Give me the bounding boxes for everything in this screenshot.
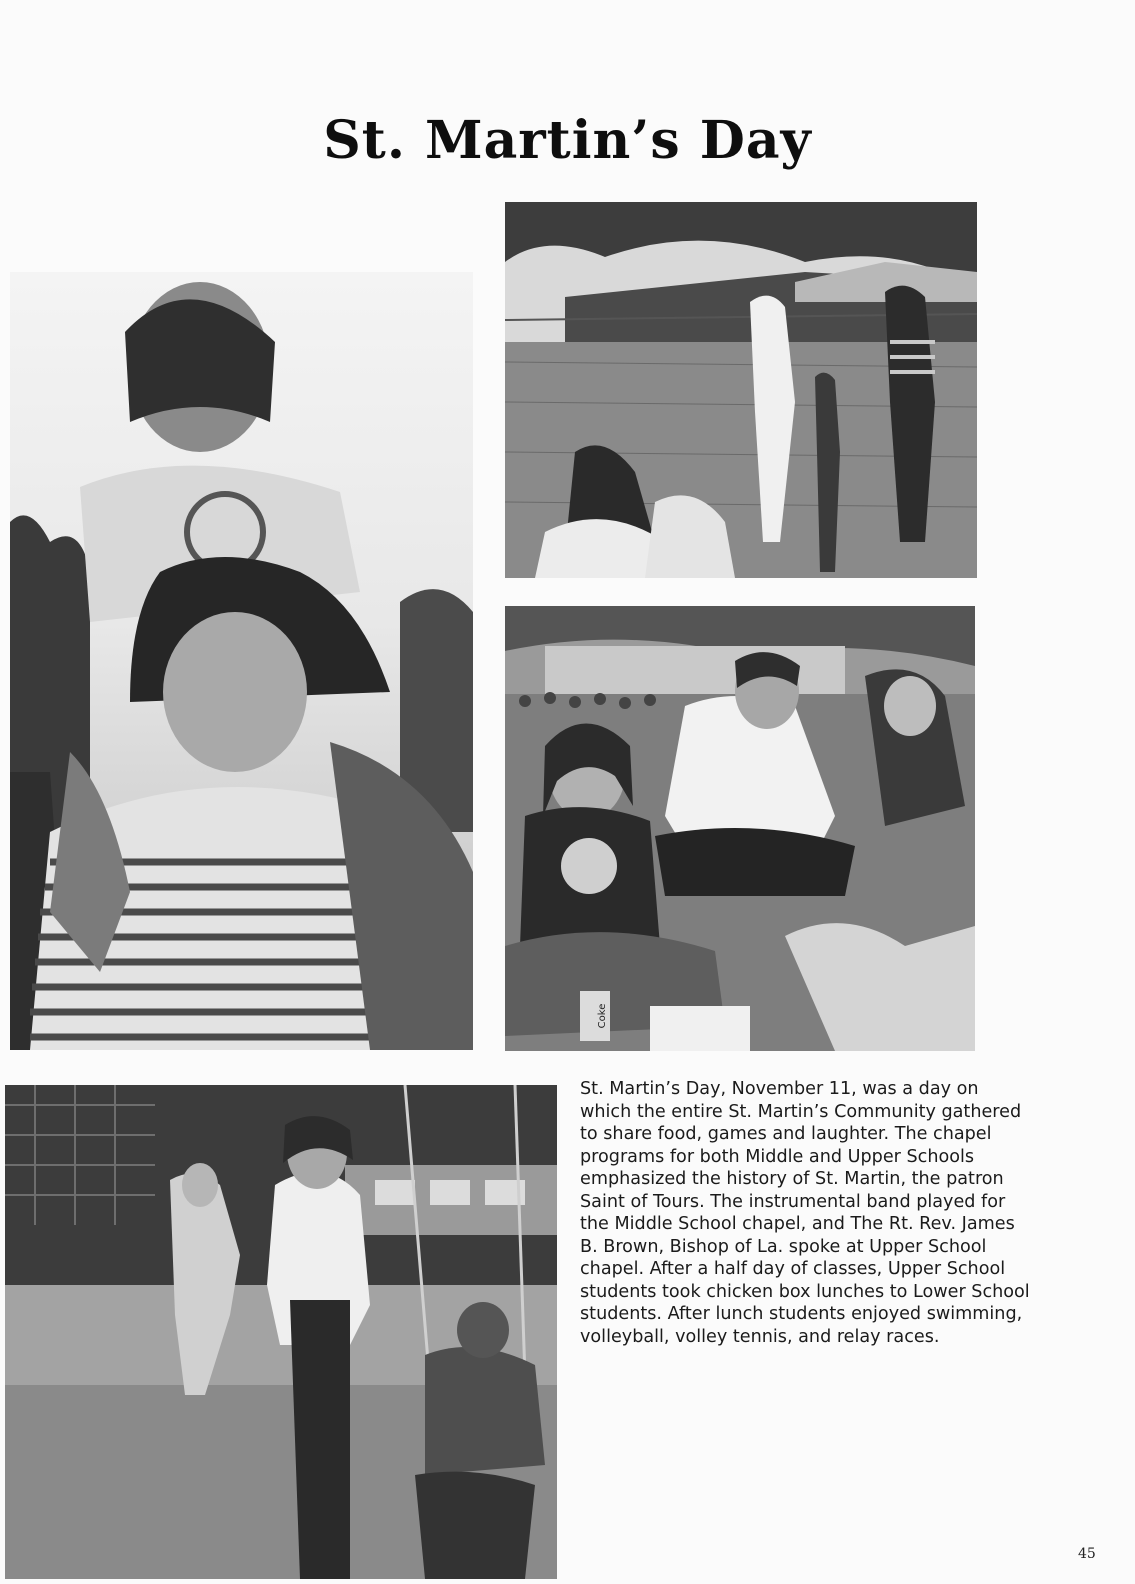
- photo-caption: St. Martin’s Day, November 11, was a day on which the entire St. Martin’s Community gathered to share food, games and laughter. The chapel programs for both Middle and Upper Schools emphasized the history of St. Martin, the patron Saint of Tours. The instrumental band played for the Middle School chapel, and The Rt. Rev. James B. Brown, Bishop of La. spoke at Upper School chapel. After a half day of classes, Upper School students took chicken box lunches to Lower School students. After lunch students enjoyed swimming, volleyball, volley tennis, and relay races.: [580, 1079, 1030, 1347]
- photo-playground-swing-image: [5, 1085, 557, 1579]
- photo-playground-swing: [5, 1085, 557, 1579]
- soda-can-label: Coke: [597, 1003, 608, 1029]
- photo-picnic-lunch: [505, 606, 975, 1051]
- photo-field-gathering-image: [505, 202, 977, 578]
- page-title: St. Martin’s Day: [323, 110, 812, 171]
- photo-field-gathering: [505, 202, 977, 578]
- photo-picnic-lunch-image: [505, 606, 975, 1051]
- photo-child-on-shoulders-image: [10, 272, 473, 1050]
- photo-child-on-shoulders: [10, 272, 473, 1050]
- page-number: 45: [1078, 1546, 1096, 1562]
